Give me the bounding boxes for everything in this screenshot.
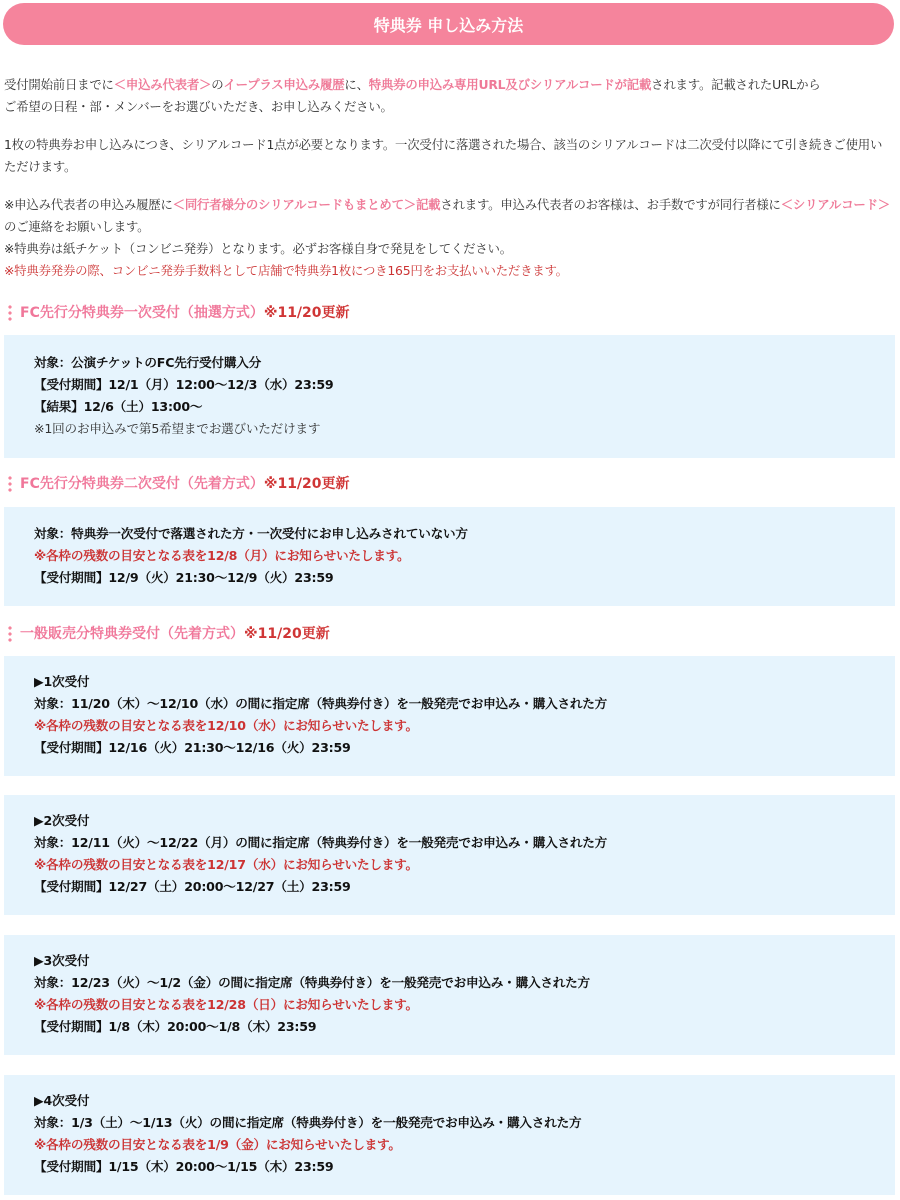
serial-url-notice: 特典券の申込み専用URL及びシリアルコードが記載 [368,77,652,92]
info-box-fc-first: 対象：公演チケットのFC先行受付購入分 【受付期間】12/1（月）12:00〜12/3（水）23:59 【結果】12/6（土）13:00〜 ※1回のお申込みで第5希望までお選びいただけます [4,335,895,458]
intro-paragraph-serial: 1枚の特典券お申し込みにつき、シリアルコード1点が必要となります。一次受付に落選された場合、該当のシリアルコードは二次受付以降にて引き続きご使用いただけます。 [4,137,883,174]
paper-ticket-note: ※特典券は紙チケット（コンビニ発券）となります。必ずお客様自身で発見をしてください。 [4,241,512,256]
intro-text [4,74,894,282]
info-box-round-4: ▶4次受付 対象：1/3（土）〜1/13（火）の間に指定席（特典券付き）を一般発売でお申込み・購入された方 ※各枠の残数の目安となる表を1/9（金）にお知らせいたします。 【受付期間】1/15（木）20:00〜1/15（木）23:59 [4,1075,895,1195]
info-box-round-3: ▶3次受付 対象：12/23（火）〜1/2（金）の間に指定席（特典券付き）を一般発売でお申込み・購入された方 ※各枠の残数の目安となる表を12/28（日）にお知らせいたします。 【受付期間】1/8（木）20:00〜1/8（木）23:59 [4,935,895,1055]
page-title: 特典券 申し込み方法 [3,3,894,45]
dots-icon [8,304,12,321]
info-box-round-2: ▶2次受付 対象：12/11（火）〜12/22（月）の間に指定席（特典券付き）を一般発売でお申込み・購入された方 ※各枠の残数の目安となる表を12/17（水）にお知らせいたします。 【受付期間】12/27（土）20:00〜12/27（土）23:59 [4,795,895,915]
intro-paragraph-companion: ※申込み代表者の申込み履歴に＜同行者様分のシリアルコードもまとめて＞記載されます。申込み代表者のお客様は、お手数ですが同行者様に＜シリアルコード＞のご連絡をお願いします。 [4,197,890,234]
section-heading-general: 一般販売分特典券受付（先着方式） ※11/20更新 [4,620,884,646]
dots-icon [8,625,12,642]
section-heading-fc-second: FC先行分特典券二次受付（先着方式） ※11/20更新 [4,470,884,496]
info-box-fc-second: 対象：特典券一次受付で落選された方・一次受付にお申し込みされていない方 ※各枠の残数の目安となる表を12/8（月）にお知らせいたします。 【受付期間】12/9（火）21:30〜12/9（火）23:59 [4,507,895,606]
info-box-round-1: ▶1次受付 対象：11/20（木）〜12/10（水）の間に指定席（特典券付き）を一般発売でお申込み・購入された方 ※各枠の残数の目安となる表を12/10（水）にお知らせいたします。 【受付期間】12/16（火）21:30〜12/16（火）23:59 [4,656,895,776]
dots-icon [8,475,12,492]
representative-label: ＜申込み代表者＞ [113,77,212,92]
section-heading-fc-first: FC先行分特典券一次受付（抽選方式） ※11/20更新 [4,299,884,325]
serial-code-label: ＜シリアルコード＞ [780,197,890,212]
intro-paragraph-url: 受付開始前日までに＜申込み代表者＞のイープラス申込み履歴に、特典券の申込み専用URL及びシリアルコードが記載されます。記載されたURLから ご希望の日程・部・メンバーをお選びいただき、お申し込みください。 [4,77,821,114]
eplus-history-label: イープラス申込み履歴 [223,77,345,92]
companion-serial-label: ＜同行者様分のシリアルコードもまとめて＞記載 [172,197,441,212]
fee-note: ※特典券発券の際、コンビニ発券手数料として店舗で特典券1枚につき165円をお支払いいただきます。 [4,263,568,278]
